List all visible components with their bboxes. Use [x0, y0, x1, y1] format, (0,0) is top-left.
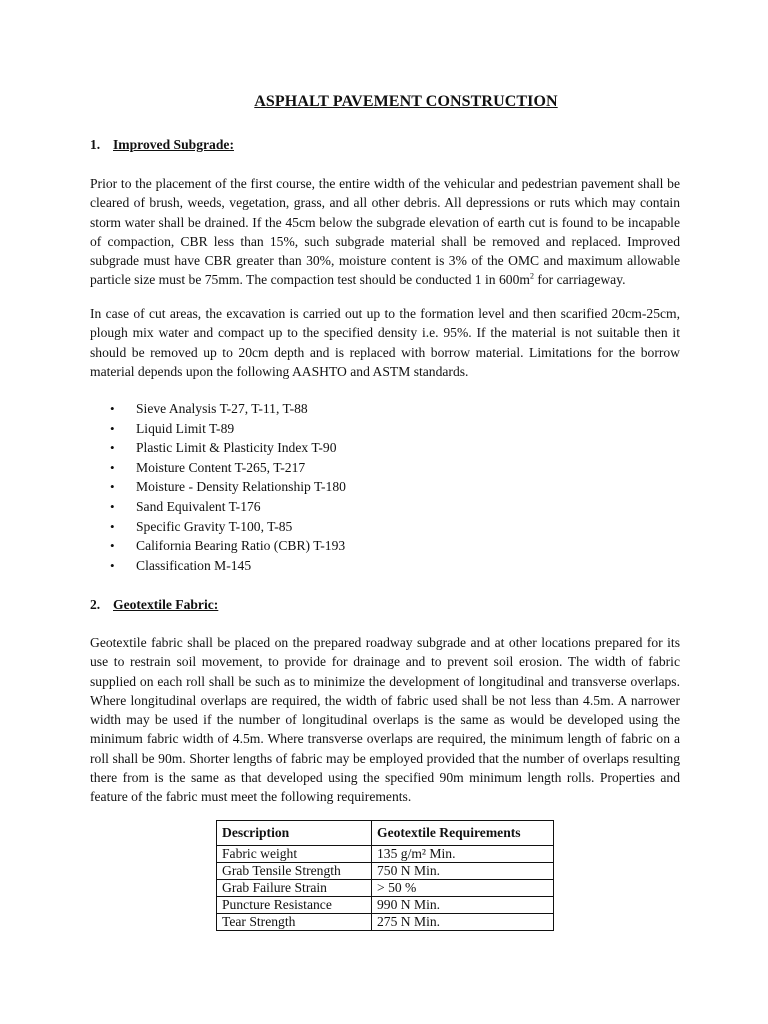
list-item: • Sieve Analysis T-27, T-11, T-88: [110, 399, 346, 419]
section-heading-geotextile-fabric: [90, 597, 218, 613]
table-header-cell: Description: [217, 821, 372, 846]
section-heading-improved-subgrade: [90, 137, 234, 153]
table-cell: Puncture Resistance: [217, 897, 372, 914]
page-title: ASPHALT PAVEMENT CONSTRUCTION: [254, 93, 558, 110]
list-item: • Classification M-145: [110, 556, 346, 576]
subgrade-paragraph-1: [90, 174, 680, 290]
table-cell: Grab Failure Strain: [217, 880, 372, 897]
table-row: [217, 863, 554, 880]
list-item: • Specific Gravity T-100, T-85: [110, 517, 346, 537]
list-item: • Moisture Content T-265, T-217: [110, 458, 346, 478]
table-row: [217, 880, 554, 897]
table-cell: 275 N Min.: [372, 914, 554, 931]
table-row: [217, 897, 554, 914]
table-cell: Fabric weight: [217, 846, 372, 863]
table-cell: 750 N Min.: [372, 863, 554, 880]
table-cell: > 50 %: [372, 880, 554, 897]
list-item: • Plastic Limit & Plasticity Index T-90: [110, 438, 346, 458]
section-title: Improved Subgrade:: [113, 137, 234, 152]
table-cell: 135 g/m² Min.: [372, 846, 554, 863]
section-number: 2.: [90, 597, 101, 612]
table-cell: 990 N Min.: [372, 897, 554, 914]
geotextile-paragraph: Geotextile fabric shall be placed on the prepared roadway subgrade and at other locations prepared for its use to restrain soil movement, to provide for drainage and to prevent soil erosion. The width of fabric supplied on each roll shall be such as to minimize the development of longitudinal and transverse overlaps. Where longitudinal overlaps are required, the width of fabric used shall be not less than 4.5m. A narrower width may be used if the number of longitudinal overlaps is the same as would be developed using the minimum fabric width of 4.5m. Where transverse overlaps are required, the minimum length of fabric on a roll shall be 90m. Shorter lengths of fabric may be employed provided that the number of overlaps resulting there from is the same as that developed using the specified 90m minimum length rolls. Properties and feature of the fabric must meet the following requirements.: [90, 635, 680, 805]
superscript: 2: [529, 271, 534, 281]
standards-list: [110, 399, 346, 575]
subgrade-paragraph-1-end: for carriageway.: [533, 272, 626, 288]
subgrade-paragraph-1-text: Prior to the placement of the first course, the entire width of the vehicular and pedestrian pavement shall be cleared of brush, weeds, vegetation, grass, and all other debris. All depressions or ruts which may contain storm water shall be drained. If the 45cm below the subgrade elevation of earth cut is found to be incapable of compaction, CBR less than 15%, such subgrade material shall be removed and replaced. Improved subgrade must have CBR greater than 30%, moisture content is 3% of the OMC and maximum allowable particle size must be 75mm. The compaction test should be conducted 1 in 600m: [90, 176, 680, 288]
list-item: • Liquid Limit T-89: [110, 419, 346, 439]
table-cell: Tear Strength: [217, 914, 372, 931]
table-row: [217, 914, 554, 931]
list-item: • Moisture - Density Relationship T-180: [110, 477, 346, 497]
table-cell: Grab Tensile Strength: [217, 863, 372, 880]
section-number: 1.: [90, 137, 101, 152]
subgrade-paragraph-2: In case of cut areas, the excavation is carried out up to the formation level and then scarified 20cm-25cm, plough mix water and compact up to the specified density i.e. 95%. If the material is not suitable then it should be removed up to 20cm depth and is replaced with borrow material. Limitations for the borrow material depends upon the following AASHTO and ASTM standards.: [90, 306, 680, 379]
list-item: • Sand Equivalent T-176: [110, 497, 346, 517]
table-header-cell: Geotextile Requirements: [372, 821, 554, 846]
geotextile-requirements-table: [216, 820, 554, 931]
section-title: Geotextile Fabric:: [113, 597, 219, 612]
table-header-row: [217, 821, 554, 846]
table-row: [217, 846, 554, 863]
list-item: • California Bearing Ratio (CBR) T-193: [110, 536, 346, 556]
